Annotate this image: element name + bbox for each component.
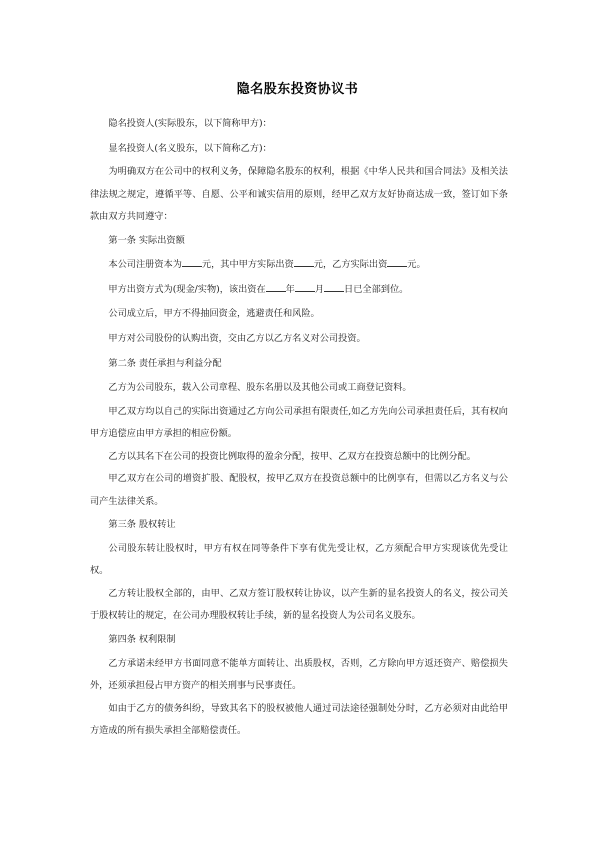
capital-text-1: 本公司注册资本为 — [108, 259, 182, 271]
article-3-heading: 第三条 股权转让 — [108, 519, 176, 531]
party-a-line: 隐名投资人(实际股东，以下简称甲方)： — [108, 118, 272, 129]
document-title: 隐名股东投资协议书 — [236, 82, 359, 97]
party-b-capital-blank — [387, 257, 407, 267]
capital-paragraph — [90, 253, 508, 278]
registered-shareholder-paragraph: 乙方为公司股东，载入公司章程、股东名册以及其他公司或工商登记资料。 — [108, 382, 412, 394]
date-year-label: 年 — [285, 283, 295, 295]
investment-entrust-paragraph: 甲方对公司股份的认购出资，交由乙方以乙方名义对公司投资。 — [108, 333, 366, 345]
document-body — [90, 112, 508, 743]
date-text-1: 甲方出资方式为(现金/实物)，该出资在 — [108, 283, 266, 295]
date-day-label: 日已全部到位。 — [344, 283, 409, 295]
article-2-heading: 第二条 责任承担与利益分配 — [108, 357, 222, 369]
year-blank — [266, 282, 286, 292]
debt-dispute-paragraph: 如由于乙方的债务纠纷，导致其名下的股权被他人通过司法途径强制处分时，乙方必须对由此给甲方造成的所有损失承担全部赔偿责任。 — [90, 702, 508, 737]
date-month-label: 月 — [314, 283, 325, 295]
capital-text-3: 元，乙方实际出资 — [313, 259, 388, 271]
preemptive-right-paragraph: 公司股东转让股权时，甲方有权在同等条件下享有优先受让权，乙方须配合甲方实现该优先受让权。 — [90, 542, 508, 577]
day-blank — [324, 282, 344, 292]
liability-paragraph: 甲乙双方均以自己的实际出资通过乙方向公司承担有限责任,如乙方先向公司承担责任后，其有权向甲方追偿应由甲方承担的相应份额。 — [90, 405, 508, 440]
article-4-heading: 第四条 权利限制 — [108, 633, 176, 645]
capital-text-4: 元。 — [407, 259, 426, 271]
share-transfer-paragraph: 乙方转让股权全部的，由甲、乙双方签订股权转让协议，以产生新的显名投资人的名义，按公司关于股权转让的规定，在公司办理股权转让手续，新的显名投资人为公司名义股东。 — [90, 587, 508, 622]
month-blank — [295, 282, 315, 292]
transfer-restriction-paragraph: 乙方承诺未经甲方书面同意不能单方面转让、出质股权，否则，乙方除向甲方返还资产、赔偿损失外，还须承担侵占甲方资产的相关刑事与民事责任。 — [90, 657, 508, 692]
party-b-line: 显名投资人(名义股东，以下简称乙方)： — [108, 142, 272, 154]
article-1-heading: 第一条 实际出资额 — [108, 234, 185, 246]
capital-increase-paragraph: 甲乙双方在公司的增资扩股、配股权，按甲乙双方在投资总额中的比例享有，但需以乙方名义与公司产生法律关系。 — [90, 473, 508, 507]
capital-total-blank — [182, 257, 202, 267]
no-withdrawal-paragraph: 公司成立后，甲方不得抽回资金，逃避责任和风险。 — [108, 308, 320, 320]
contribution-date-paragraph — [90, 278, 508, 303]
preamble-paragraph: 为明确双方在公司中的权利义务，保障隐名股东的权利，根据《中华人民共和国合同法》及相关法律法规之规定，遵循平等、自愿、公平和诚实信用的原则，经甲乙双方友好协商达成一致，签订如下条款由双方共同遵守： — [90, 166, 508, 223]
capital-text-2: 元，其中甲方实际出资 — [201, 259, 294, 271]
party-a-capital-blank — [294, 257, 314, 267]
profit-distribution-paragraph: 乙方以其名下在公司的投资比例取得的盈余分配，按甲、乙双方在投资总额中的比例分配。 — [108, 450, 476, 462]
